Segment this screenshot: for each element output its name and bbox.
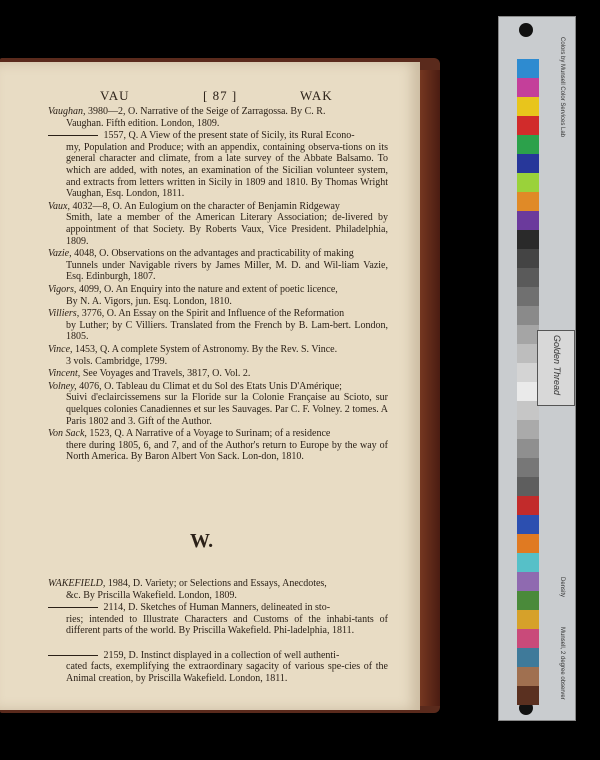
entry-continuation: Suivi d'eclaircissemens sur la Floride sur la Colonie Française au Scioto, sur quelques colonies Canadiennes et sur les Sauvages. Par C. F. Volney. 2 tomes. A Paris 1802 and 3. Gift of the Author. bbox=[66, 392, 388, 427]
catalog-entry bbox=[48, 650, 388, 685]
color-swatch bbox=[517, 116, 539, 135]
entry-first-line: 2114, D. Sketches of Human Manners, delineated in sto- bbox=[101, 602, 331, 614]
entry-continuation: there during 1805, 6, and 7, and of the Author's return to Europe by the way of North America. By Baron Albert Von Sack. Lon-don, 1810. bbox=[66, 439, 388, 463]
ditto-dash bbox=[48, 135, 98, 136]
section-letter: W. bbox=[190, 530, 214, 552]
entry-continuation: by Luther; by C Villiers. Translated from the French by B. Lam-bert. London, 1805. bbox=[66, 319, 388, 343]
entry-author: WAKEFIELD, bbox=[48, 578, 106, 589]
color-swatch bbox=[517, 135, 539, 154]
catalog-entry bbox=[48, 578, 388, 601]
entry-continuation: By N. A. Vigors, jun. Esq. London, 1810. bbox=[66, 295, 232, 307]
catalog-entry bbox=[48, 248, 388, 283]
entry-first-line: 1984, D. Variety; or Selections and Essays, Anecdotes, bbox=[105, 578, 327, 589]
color-swatch bbox=[517, 629, 539, 648]
entry-first-line: 1523, Q. A Narrative of a Voyage to Surinam; of a residence bbox=[86, 428, 331, 440]
entry-first-line: 2159, D. Instinct displayed in a collection of well authenti- bbox=[101, 649, 340, 661]
top-hole bbox=[519, 23, 533, 37]
color-swatch bbox=[517, 287, 539, 306]
entry-first-line: 4076, O. Tableau du Climat et du Sol des Etats Unis D'Amérique; bbox=[76, 380, 342, 392]
card-bottom-text: Munsell, 2 degree observer bbox=[559, 627, 565, 700]
color-swatch bbox=[517, 97, 539, 116]
color-swatch bbox=[517, 496, 539, 515]
color-swatch bbox=[517, 477, 539, 496]
ditto-dash bbox=[48, 607, 98, 608]
entry-author: Villiers, bbox=[48, 308, 80, 320]
catalog-entry bbox=[48, 130, 388, 200]
color-swatch bbox=[517, 458, 539, 477]
entry-author: Vigors, bbox=[48, 284, 77, 295]
color-swatch bbox=[517, 325, 539, 344]
color-swatch bbox=[517, 230, 539, 249]
catalog-entry bbox=[48, 284, 388, 307]
card-title: Colors by Munsell Color Services Lab bbox=[559, 37, 565, 138]
ditto-dash bbox=[48, 655, 98, 656]
entry-continuation: ries; intended to Illustrate Characters and Customs of the inhabi-tants of different parts of the world. By Priscilla Wakefield. Phi-ladelphia, 1811. bbox=[66, 613, 388, 637]
book-page bbox=[0, 62, 420, 710]
color-swatch bbox=[517, 591, 539, 610]
color-swatch bbox=[517, 439, 539, 458]
page-edge bbox=[418, 70, 440, 706]
color-swatch bbox=[517, 610, 539, 629]
catalog-entry bbox=[48, 308, 388, 343]
color-swatch bbox=[517, 667, 539, 686]
color-swatch bbox=[517, 572, 539, 591]
entry-continuation: 3 vols. Cambridge, 1799. bbox=[66, 355, 168, 367]
color-swatch bbox=[517, 401, 539, 420]
catalog-entry bbox=[48, 428, 388, 463]
entry-author: Vaux, bbox=[48, 200, 70, 212]
color-swatch bbox=[517, 173, 539, 192]
color-swatch bbox=[517, 648, 539, 667]
color-swatch bbox=[517, 268, 539, 287]
entry-first-line: 3776, O. An Essay on the Spirit and Influence of the Reformation bbox=[79, 308, 345, 320]
entry-continuation: &c. By Priscilla Wakefield. London, 1809. bbox=[66, 589, 237, 601]
color-swatch bbox=[517, 211, 539, 230]
color-swatch bbox=[517, 420, 539, 439]
entry-continuation: Smith, late a member of the American Literary Association; de-livered by appointment of that Society. By Roberts Vaux, Vice President. Philadelphia, 1809. bbox=[66, 212, 388, 247]
color-swatch bbox=[517, 553, 539, 572]
catalog-entry bbox=[48, 201, 388, 247]
entry-first-line: 1557, Q. A View of the present state of Sicily, its Rural Econo- bbox=[101, 130, 355, 142]
color-swatch bbox=[517, 515, 539, 534]
color-swatch bbox=[517, 686, 539, 705]
color-swatch bbox=[517, 78, 539, 97]
entry-author: Vaughan, bbox=[48, 106, 86, 117]
entry-author: Vince, bbox=[48, 344, 73, 355]
catalog-entry bbox=[48, 344, 388, 367]
color-swatch bbox=[517, 59, 539, 78]
color-swatch bbox=[517, 306, 539, 325]
catalog-entry bbox=[48, 106, 388, 129]
color-swatch bbox=[517, 344, 539, 363]
header-right: WAK bbox=[300, 88, 333, 103]
header-left: VAU bbox=[100, 88, 130, 103]
entry-first-line: 4048, O. Observations on the advantages and practicability of making bbox=[71, 248, 354, 260]
catalog-entry bbox=[48, 381, 388, 427]
card-density-label: Density bbox=[559, 577, 565, 598]
color-swatch bbox=[517, 382, 539, 401]
page-number: [ 87 ] bbox=[203, 88, 238, 103]
color-swatch bbox=[517, 192, 539, 211]
color-swatch bbox=[517, 249, 539, 268]
entry-continuation: cated facts, exemplifying the extraordinary sagacity of various spe-cies of the Animal creation, by Priscilla Wakefield. London, 1811. bbox=[66, 661, 388, 684]
brand-label: Golden Thread bbox=[552, 335, 562, 396]
entry-first-line: 1453, Q. A complete System of Astronomy. By the Rev. S. Vince. bbox=[72, 344, 338, 355]
entry-author: Von Sack, bbox=[48, 428, 87, 440]
entry-first-line: See Voyages and Travels, 3817, O. Vol. 2. bbox=[80, 368, 251, 380]
color-swatch bbox=[517, 363, 539, 382]
entry-first-line: 3980—2, O. Narrative of the Seige of Zarragossa. By C. R. bbox=[85, 106, 326, 117]
color-swatch bbox=[517, 154, 539, 173]
entry-continuation: Tunnels under Navigable rivers by James Miller, M. D. and Wil-liam Vazie, Esq. Edinburgh, 1807. bbox=[66, 259, 388, 283]
entry-first-line: 4099, O. An Enquiry into the nature and extent of poetic licence, bbox=[76, 284, 338, 295]
catalog-entry bbox=[48, 368, 388, 380]
color-swatch bbox=[517, 534, 539, 553]
entry-author: Vazie, bbox=[48, 248, 72, 260]
entry-first-line: 4032—8, O. An Eulogium on the character of Benjamin Ridgeway bbox=[69, 200, 340, 212]
golden-thread-target bbox=[537, 330, 575, 406]
entry-continuation: my, Population and Produce; with an appendix, containing observa-tions on its general character and climate, from a late survey of the Abbate Balsamo. To which are added, with notes, an examination of the Sicilian volunteer system, and extracts from letters written in Sicily in 1809 and 1810. By Thomas Wright Vaughan, Esq. London, 1811. bbox=[66, 141, 388, 200]
entry-continuation: Vaughan. Fifth edition. London, 1809. bbox=[66, 117, 220, 129]
entry-author: Vincent, bbox=[48, 368, 81, 380]
entry-author: Volney, bbox=[48, 380, 77, 392]
catalog-entry bbox=[48, 602, 388, 637]
color-swatches bbox=[517, 59, 539, 705]
